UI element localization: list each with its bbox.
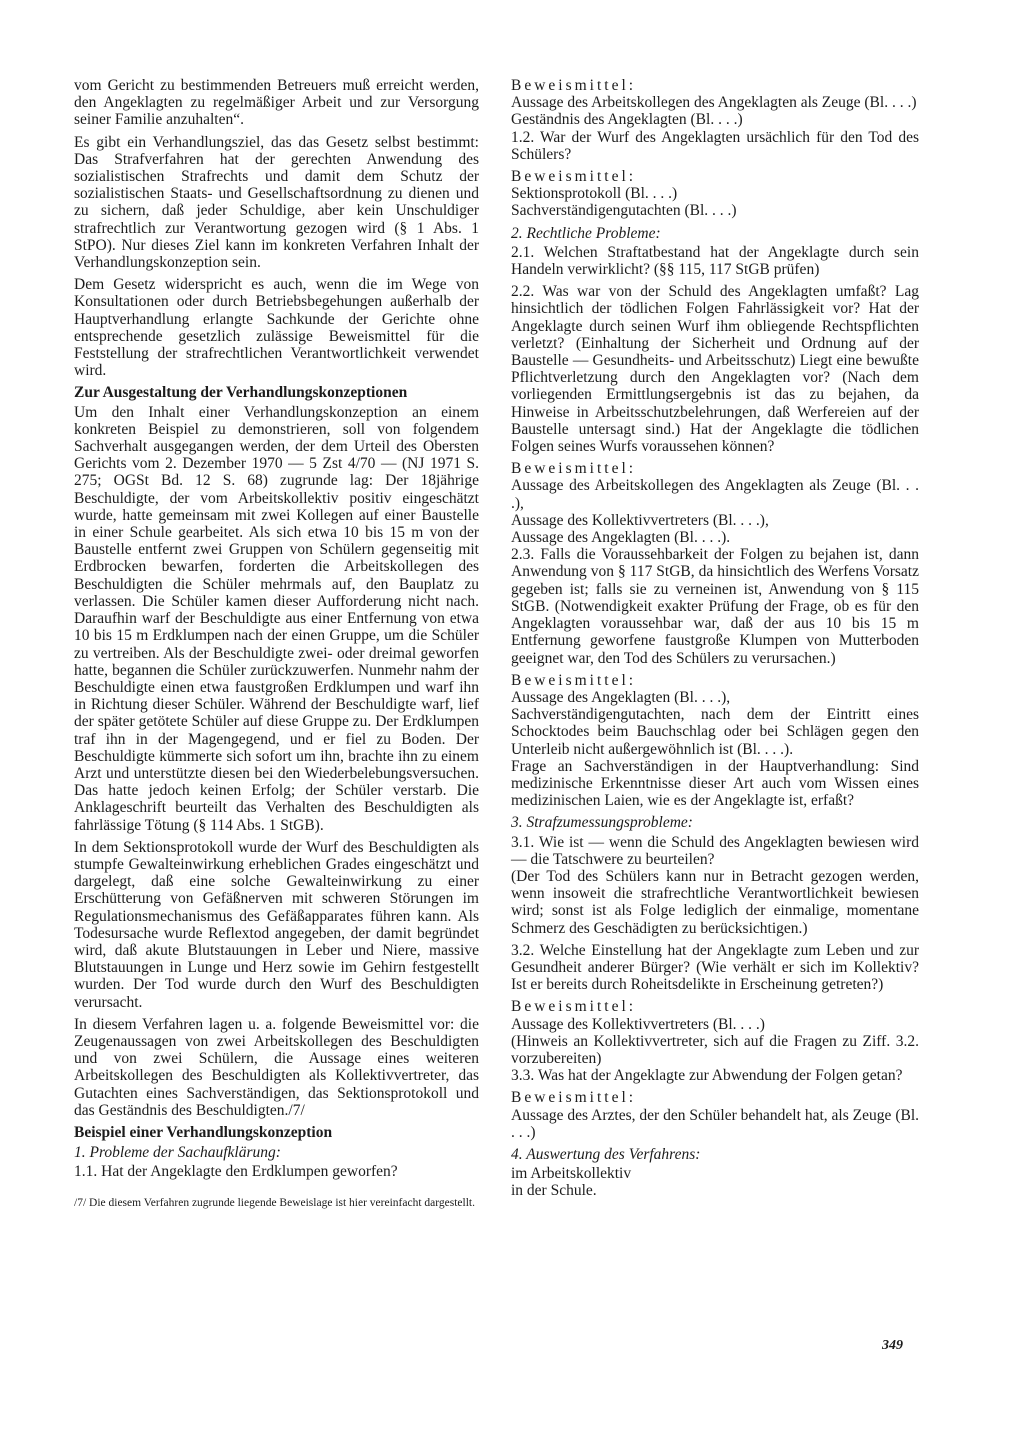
evidence-item: Aussage des Angeklagten (Bl. . . .).: [511, 529, 731, 547]
paragraph: In diesem Verfahren lagen u. a. folgende Beweismittel vor: die Zeugenaussagen von zwei Arbeitskollegen des Beschuldigten und von zwei Schülern, die Aussage eines weiteren Arbeitskollegen des Beschuldigten als Kollektivvertreter, das Gutachten eines Sachverständigen, das Sektionsprotokoll und das Geständnis des Beschuldigten./7/: [74, 1015, 479, 1119]
right-column: [511, 77, 919, 1200]
evidence-item: Sachverständigengutachten (Bl. . . .): [511, 202, 737, 220]
evidence-item: Aussage des Kollektivvertreters (Bl. . . .): [511, 1015, 765, 1033]
evidence-item: Aussage des Arztes, der den Schüler behandelt hat, als Zeuge (Bl. . . .): [511, 1106, 919, 1141]
evidence-label: Beweismittel:: [511, 671, 637, 689]
footnote: /7/ Die diesem Verfahren zugrunde liegende Beweislage ist hier vereinfacht dargestellt.: [74, 1196, 475, 1209]
paragraph: Um den Inhalt einer Verhandlungskonzeption an einem konkreten Beispiel zu demonstrieren, soll von folgendem Sachverhalt ausgegangen werden, der dem Urteil des Obersten Gerichts vom 2. Dezember 1970 — 5 Zst 4/70 — (NJ 1971 S. 275; OGSt Bd. 12 S. 68) zugrunde lag: Der 18jährige Beschuldigte, der vom Arbeitskollektiv positiv eingeschätzt wurde, hatte gemeinsam mit zwei Kollegen auf einer Baustelle in einer Schule gearbeitet. Als sich etwa 10 bis 15 m von der Baustelle entfernt zwei Gruppen von Schülern gegenseitig mit Erdbrocken bewarfen, forderten die Arbeitskollegen des Beschuldigten die Schüler mehrmals auf, den Bauplatz zu verlassen. Die Schüler kamen dieser Aufforderung nicht nach. Daraufhin warf der Beschuldigte aus einer Entfernung von etwa 10 bis 15 m Erdklumpen nach der einen Gruppe, um die Schüler zu vertreiben. Als der Beschuldigte zwei- oder dreimal geworfen hatte, begannen die Schüler zurückzuwerfen. Nunmehr nahm der Beschuldigte einen etwa faustgroßen Erdklumpen und warf ihn in Richtung dieser Schüler. Während der Beschuldigte warf, lief der später getötete Schüler auf diese Gruppe zu. Der Erdklumpen traf ihn in der Magengegend, und er fiel zu Boden. Der Beschuldigte kümmerte sich sofort um ihn, brachte ihn zu einem Arzt und unterstützte diesen bei den Wiederbelebungsversuchen. Das hatte jedoch keinen Erfolg; der Schüler verstarb. Die Anklageschrift beurteilt das Verhalten des Beschuldigten als fahrlässige Tötung (§ 114 Abs. 1 StGB).: [74, 403, 479, 834]
list-item: im Arbeitskollektiv: [511, 1165, 632, 1183]
evidence-item: Sachverständigengutachten, nach dem der Eintritt eines Schocktodes beim Bauchschlag oder bei Schlägen gegen den Unterleib nicht außergewöhnlich ist (Bl. . . .).: [511, 706, 919, 758]
subsection-heading: 3. Strafzumessungsprobleme:: [511, 814, 693, 832]
question: 3.3. Was hat der Angeklagte zur Abwendung der Folgen getan?: [511, 1067, 903, 1085]
question: 2.1. Welchen Straftatbestand hat der Angeklagte durch sein Handeln verwirklicht? (§§ 115, 117 StGB prüfen): [511, 243, 919, 279]
question: 2.3. Falls die Voraussehbarkeit der Folgen zu bejahen ist, dann Anwendung von § 117 StGB, da hinsichtlich des Werfens Vorsatz gegeben ist; falls sie zu verneinen ist, Anwendung von § 115 StGB. (Notwendigkeit exakter Prüfung der Frage, ob es für den Angeklagten voraussehbar war, daß der aus 10 bis 15 m Entfernung geworfene faustgroße Klumpen von Mutterboden geeignet war, den Tod des Schülers zu verursachen.): [511, 546, 919, 667]
evidence-label: Beweismittel:: [511, 168, 637, 186]
page-number: 349: [882, 1338, 903, 1353]
paragraph: vom Gericht zu bestimmenden Betreuers muß erreicht werden, den Angeklagten zu regelmäßiger Arbeit und zur Versorgung seiner Familie anzuhalten“.: [74, 77, 479, 129]
paragraph: Es gibt ein Verhandlungsziel, das das Gesetz selbst bestimmt: Das Strafverfahren hat der gerechten Anwendung des sozialistischen Strafrechts und damit dem Schutz der sozialistischen Staats- und Gesellschaftsordnung zu dienen und zu sichern, daß jeder Schuldige, aber kein Unschuldiger strafrechtlich zur Verantwortung gezogen wird (§ 1 Abs. 1 StPO). Nur dieses Ziel kann im konkreten Verfahren Inhalt der Verhandlungskonzeption sein.: [74, 133, 479, 272]
evidence-label: Beweismittel:: [511, 1089, 637, 1107]
paragraph: In dem Sektionsprotokoll wurde der Wurf des Beschuldigten als stumpfe Gewalteinwirkung erheblichen Grades eingeschätzt und dargelegt, daß eine solche Gewalteinwirkung zu einer Erschütterung von Gefäßnerven mit schweren Störungen im Regulationsmechanismus des Gefäßapparates führen kann. Als Todesursache wurde Reflextod angegeben, der damit begründet wird, daß akute Blutstauungen in Leber und Niere, massive Blutstauungen in Lunge und Herz sowie im Gehirn festgestellt wurden. Der Tod wurde durch den Wurf des Beschuldigten verursacht.: [74, 838, 479, 1011]
subsection-heading: 2. Rechtliche Probleme:: [511, 224, 661, 242]
evidence-label: Beweismittel:: [511, 77, 637, 94]
evidence-item: Aussage des Arbeitskollegen des Angeklagten als Zeuge (Bl. . . .): [511, 94, 917, 112]
question: 1.2. War der Wurf des Angeklagten ursächlich für den Tod des Schülers?: [511, 128, 919, 163]
evidence-item: Aussage des Kollektivvertreters (Bl. . . .),: [511, 511, 769, 529]
evidence-item: Frage an Sachverständigen in der Hauptverhandlung: Sind medizinische Erkenntnisse dieser Art auch vom Wissen eines medizinischen Laien, wie es der Angeklagte ist, erfaßt?: [511, 757, 919, 810]
evidence-item: Aussage des Arbeitskollegen des Angeklagten als Zeuge (Bl. . . .),: [511, 477, 919, 512]
section-heading: Zur Ausgestaltung der Verhandlungskonzeptionen: [74, 384, 408, 402]
left-column: [74, 77, 479, 1214]
question: 3.1. Wie ist — wenn die Schuld des Angeklagten bewiesen wird — die Tatschwere zu beurteilen?: [511, 833, 919, 868]
evidence-item: Geständnis des Angeklagten (Bl. . . .): [511, 111, 743, 129]
paragraph: (Der Tod des Schülers kann nur in Betracht gezogen werden, wenn insoweit die strafrechtliche Verantwortlichkeit bewiesen wird; sonst ist als Folge lediglich der einmalige, momentane Schmerz des Geschädigten zu berücksichtigen.): [511, 867, 919, 937]
evidence-label: Beweismittel:: [511, 460, 637, 478]
section-heading: Beispiel einer Verhandlungskonzeption: [74, 1123, 333, 1141]
evidence-label: Beweismittel:: [511, 998, 637, 1016]
paragraph: Dem Gesetz widerspricht es auch, wenn die im Wege von Konsultationen oder durch Betriebsbegehungen außerhalb der Hauptverhandlung erlangte Sachkunde der Gerichte ohne entsprechende gesetzlich zulässige Beweismittel für die Feststellung der strafrechtlichen Verantwortlichkeit verwendet wird.: [74, 276, 479, 380]
question: 1.1. Hat der Angeklagte den Erdklumpen geworfen?: [74, 1163, 398, 1181]
list-item: in der Schule.: [511, 1182, 597, 1200]
evidence-item: Aussage des Angeklagten (Bl. . . .),: [511, 688, 731, 706]
evidence-item: (Hinweis an Kollektivvertreter, sich auf die Fragen zu Ziff. 3.2. vorzubereiten): [511, 1032, 919, 1067]
subsection-heading: 1. Probleme der Sachaufklärung:: [74, 1144, 281, 1162]
subsection-heading: 4. Auswertung des Verfahrens:: [511, 1145, 701, 1163]
evidence-item: Sektionsprotokoll (Bl. . . .): [511, 185, 678, 203]
question: 2.2. Was war von der Schuld des Angeklagten umfaßt? Lag hinsichtlich der tödlichen Folgen Fahrlässigkeit vor? Hat der Angeklagte durch seinen Wurf ihm obliegende Rechtspflichten verletzt? (Einhaltung der Sicherheit und Ordnung auf der Baustelle — Gesundheits- und Arbeitsschutz) Liegt eine bewußte Pflichtverletzung durch den Angeklagten vor? (Nach dem vorliegenden Ermittlungsergebnis ist das zu bejahen, da Hinweise in Arbeitsschutzbelehrungen, daß Werfereien auf der Baustelle untersagt sind.) Hat der Angeklagte die tödlichen Folgen seines Wurfs voraussehen können?: [511, 283, 919, 456]
question: 3.2. Welche Einstellung hat der Angeklagte zum Leben und zur Gesundheit anderer Bürger? (Wie verhält er sich im Kollektiv? Ist er bereits durch Roheitsdelikte in Erscheinung getreten?): [511, 941, 919, 994]
